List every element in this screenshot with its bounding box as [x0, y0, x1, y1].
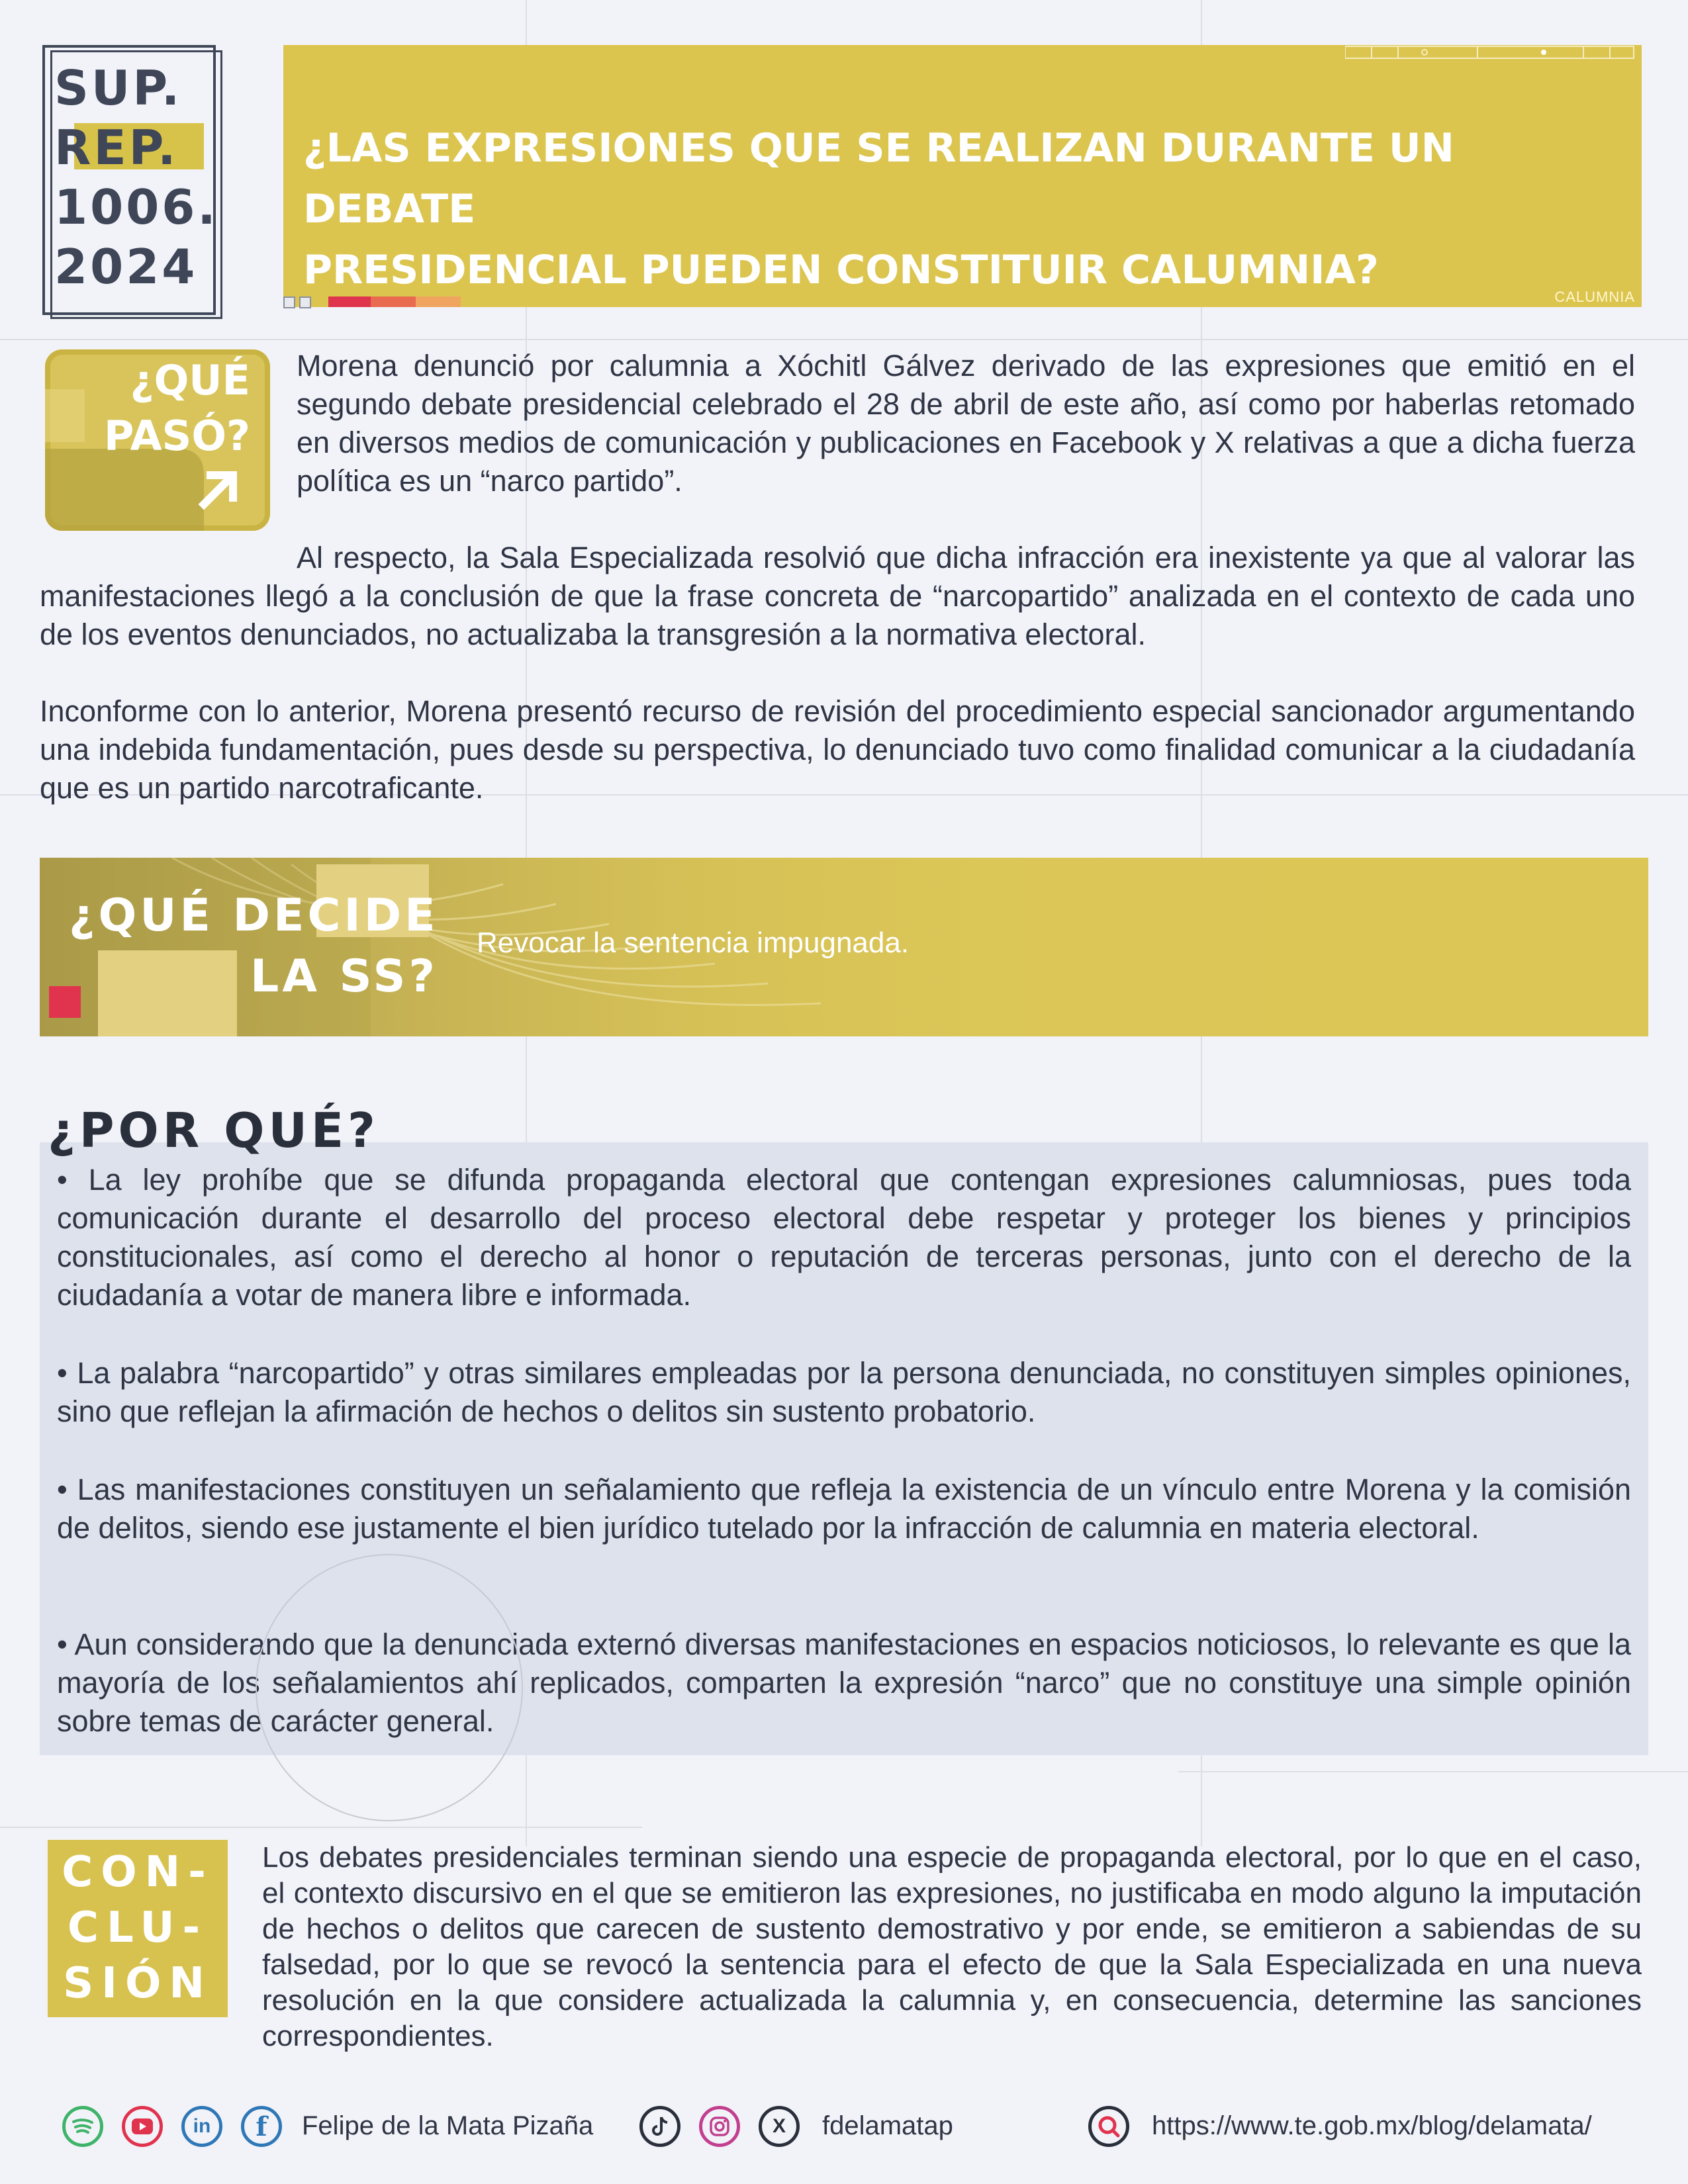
deco-red-square	[49, 986, 81, 1018]
que-paso-paragraph-3: Inconforme con lo anterior, Morena presentó recurso de revisión del procedimiento especial sancionador argumentando una indebida fundamentación, pues desde su perspectiva, lo denunciado tuvo como finalidad comunicar a la ciudadanía que es un partido narcotraficante.	[40, 694, 1635, 805]
que-paso-label-1: ¿QUÉ	[130, 356, 250, 404]
reason-bullet-1: • La ley prohíbe que se difunda propaganda electoral que contengan expresiones calumniosas, pues toda comunicación durante el desarrollo del proceso electoral debe respetar y proteger los bienes y principios constitucionales, así como el derecho al honor o reputación de terceras personas, junto con el derecho de la ciudadanía a votar de manera libre e informada.	[57, 1163, 1631, 1312]
case-line-1: SUP.	[54, 60, 183, 116]
deco-bar-orange	[371, 296, 416, 307]
deco-bar-amber	[416, 296, 461, 307]
search-icon[interactable]	[1088, 2106, 1129, 2147]
conclusion-label-1: CON-	[62, 1848, 214, 1897]
header-banner	[283, 45, 1642, 307]
youtube-icon[interactable]	[122, 2106, 163, 2147]
deco-circle	[256, 1554, 523, 1821]
deco-block	[98, 950, 237, 1036]
footer-name: Felipe de la Mata Pizaña	[302, 2111, 594, 2140]
reason-bullet-3: • Las manifestaciones constituyen un señalamiento que refleja la existencia de un vínculo entre Morena y la comisión de delitos, siendo ese justamente el bien jurídico tutelado por la infracción de calumnia en materia electoral.	[57, 1473, 1631, 1545]
instagram-icon[interactable]	[699, 2106, 740, 2147]
por-que-title: ¿POR QUÉ?	[48, 1103, 379, 1158]
decide-label-1: ¿QUÉ DECIDE	[69, 889, 439, 942]
conclusion-text: Los debates presidenciales terminan siendo una especie de propaganda electoral, por lo que en el caso, el contexto discursivo en el que se emitieron las expresiones, no justificaba en modo alguno la imputación de hechos o delitos que carecen de sustento demostrativo y por ende, se emitieron a sabiendas de su falsedad, por lo que se revocó la sentencia para el efecto de que la Sala Especializada en una nueva resolución en la que considere actualizada la calumnia y, en consecuencia, determine las sanciones correspondientes.	[262, 1841, 1642, 2052]
que-paso-paragraph-1: Morena denunció por calumnia a Xóchitl Gálvez derivado de las expresiones que emitió en el segundo debate presidencial celebrado el 28 de abril de este año, así como por haberlas retomado en diversos medios de comunicación y publicaciones en Facebook y X relativas a que a dicha fuerza política es un “narco partido”.	[297, 349, 1635, 498]
grid-line	[1178, 1771, 1688, 1772]
que-paso-badge	[45, 349, 270, 531]
case-line-4: 2024	[54, 239, 198, 295]
page-title-line-2: PRESIDENCIAL PUEDEN CONSTITUIR CALUMNIA?	[303, 247, 1379, 293]
decide-banner	[40, 858, 1648, 1036]
decision-text: Revocar la sentencia impugnada.	[477, 927, 910, 959]
page-title	[303, 118, 1614, 300]
page-title-line-1: ¿LAS EXPRESIONES QUE SE REALIZAN DURANTE UN DEBATE	[303, 125, 1454, 232]
deco-square	[283, 296, 295, 308]
deco-bar-red	[328, 296, 371, 307]
spotify-icon[interactable]	[62, 2106, 103, 2147]
conclusion-badge	[48, 1840, 228, 2017]
reason-bullet-2: • La palabra “narcopartido” y otras similares empleadas por la persona denunciada, no constituyen simples opiniones, sino que reflejan la afirmación de hechos o delitos sin sustento probatorio.	[57, 1356, 1631, 1428]
deco-square	[299, 296, 311, 308]
conclusion-label-3: SIÓN	[63, 1959, 212, 2008]
que-paso-label-2: PASÓ?	[103, 412, 250, 460]
case-line-3: 1006.	[54, 179, 218, 235]
footer-handle: fdelamatap	[822, 2111, 953, 2140]
grid-line	[0, 339, 1688, 340]
x-icon[interactable]: X	[759, 2106, 800, 2147]
header-ruler-decoration	[1345, 45, 1636, 60]
case-line-2: REP.	[54, 120, 179, 175]
grid-line	[0, 1827, 642, 1828]
reason-bullet-4: • Aun considerando que la denunciada externó diversas manifestaciones en espacios noticiosos, lo relevante es que la mayoría de los señalamientos ahí replicados, comparten la expresión “narco” que no constituye una simple opinión sobre temas de carácter general.	[57, 1627, 1631, 1738]
facebook-icon[interactable]: f	[241, 2106, 282, 2147]
conclusion-label-2: CLU-	[68, 1903, 208, 1952]
linkedin-icon[interactable]: in	[181, 2106, 222, 2147]
footer-url[interactable]: https://www.te.gob.mx/blog/delamata/	[1152, 2111, 1592, 2140]
que-paso-paragraph-2: Al respecto, la Sala Especializada resolvió que dicha infracción era inexistente ya que al valorar las manifestaciones llegó a la conclusión de que la frase concreta de “narcopartido” analizada en el contexto de cada uno de los eventos denunciados, no actualizaba la transgresión a la normativa electoral.	[40, 541, 1635, 651]
arrow-up-right-icon	[196, 466, 242, 512]
category-tag: CALUMNIA	[1554, 289, 1635, 305]
decide-label-2: LA SS?	[250, 950, 438, 1003]
tiktok-icon[interactable]	[639, 2106, 680, 2147]
